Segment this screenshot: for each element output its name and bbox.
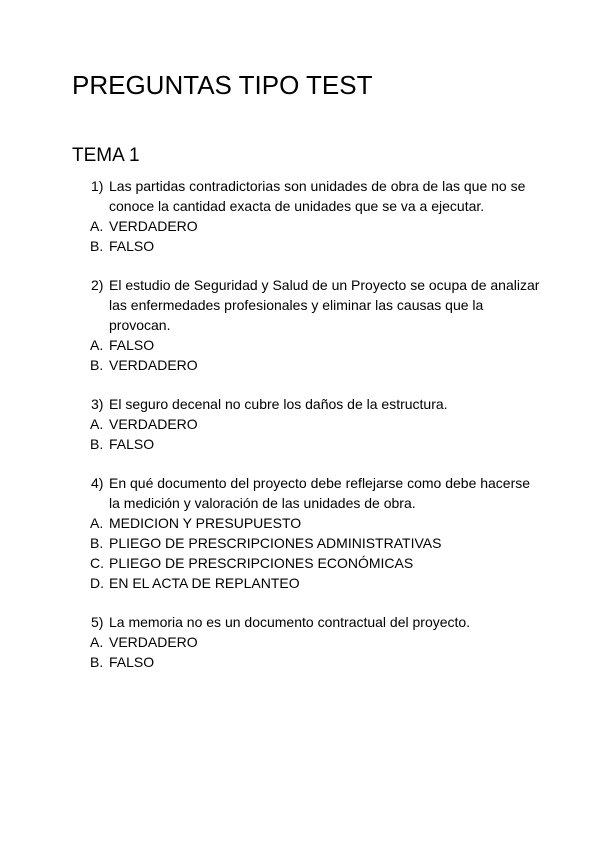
answer-option <box>72 632 542 652</box>
answer-option <box>72 355 542 375</box>
option-letter: B. <box>90 436 104 452</box>
option-text: FALSO <box>109 238 155 254</box>
option-letter: A. <box>90 416 104 432</box>
answer-option <box>72 216 542 236</box>
question-number: 1) <box>91 178 104 194</box>
option-text: VERDADERO <box>109 357 198 373</box>
question-5 <box>72 612 542 672</box>
option-letter: B. <box>90 357 104 373</box>
answer-option <box>72 553 542 573</box>
option-text: EN EL ACTA DE REPLANTEO <box>109 575 300 591</box>
question-statement: Las partidas contradictorias son unidades de obra de las que no se conoce la cantidad exacta de unidades que se va a ejecutar. <box>109 178 526 214</box>
option-letter: A. <box>90 634 104 650</box>
question-1 <box>72 176 542 256</box>
option-letter: A. <box>90 515 104 531</box>
question-3 <box>72 394 542 454</box>
page-title: PREGUNTAS TIPO TEST <box>72 70 373 100</box>
question-text <box>72 275 542 335</box>
option-letter: A. <box>90 218 104 234</box>
section-title: TEMA 1 <box>72 145 140 166</box>
option-letter: B. <box>90 654 104 670</box>
option-letter: B. <box>90 238 104 254</box>
answer-option <box>72 414 542 434</box>
option-text: PLIEGO DE PRESCRIPCIONES ADMINISTRATIVAS <box>109 535 442 551</box>
option-letter: C. <box>90 555 104 571</box>
question-statement: En qué documento del proyecto debe reflejarse como debe hacerse la medición y valoración de las unidades de obra. <box>109 475 531 511</box>
option-text: PLIEGO DE PRESCRIPCIONES ECONÓMICAS <box>109 555 414 571</box>
answer-option <box>72 434 542 454</box>
question-number: 4) <box>91 475 104 491</box>
option-text: FALSO <box>109 436 155 452</box>
answer-option <box>72 533 542 553</box>
option-letter: B. <box>90 535 104 551</box>
question-statement: La memoria no es un documento contractual del proyecto. <box>109 614 471 630</box>
option-text: FALSO <box>109 337 155 353</box>
question-text <box>72 473 542 513</box>
question-list <box>72 176 542 691</box>
option-letter: D. <box>90 575 104 591</box>
option-text: FALSO <box>109 654 155 670</box>
answer-option <box>72 335 542 355</box>
option-text: VERDADERO <box>109 634 198 650</box>
option-text: VERDADERO <box>109 416 198 432</box>
answer-option <box>72 513 542 533</box>
answer-option <box>72 573 542 593</box>
question-number: 2) <box>91 277 104 293</box>
question-number: 5) <box>91 614 104 630</box>
answer-option <box>72 652 542 672</box>
question-text <box>72 176 542 216</box>
question-statement: El seguro decenal no cubre los daños de la estructura. <box>109 396 448 412</box>
option-letter: A. <box>90 337 104 353</box>
question-number: 3) <box>91 396 104 412</box>
answer-option <box>72 236 542 256</box>
question-statement: El estudio de Seguridad y Salud de un Proyecto se ocupa de analizar las enfermedades profesionales y eliminar las causas que la provocan. <box>109 277 540 333</box>
option-text: VERDADERO <box>109 218 198 234</box>
option-text: MEDICION Y PRESUPUESTO <box>109 515 302 531</box>
question-text <box>72 394 542 414</box>
question-text <box>72 612 542 632</box>
question-2 <box>72 275 542 375</box>
question-4 <box>72 473 542 593</box>
